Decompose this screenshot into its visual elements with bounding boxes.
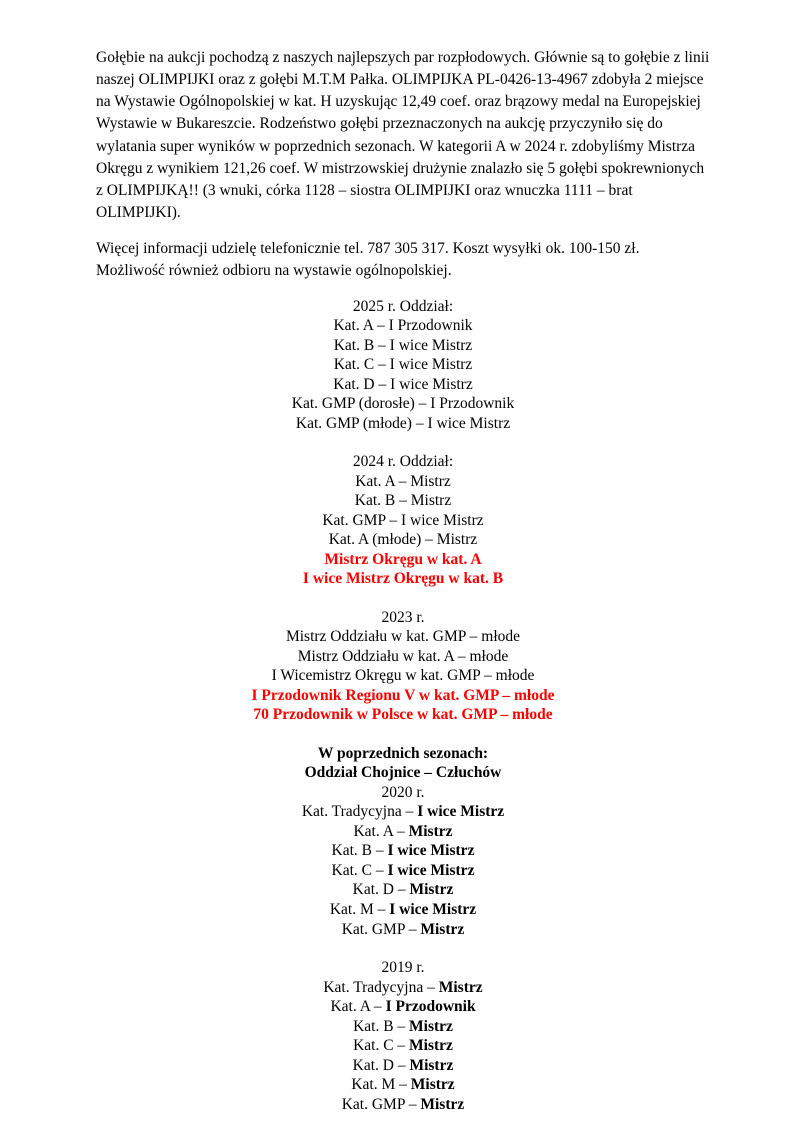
text-segment: Kat. A – I Przodownik xyxy=(333,317,473,335)
text-segment: Kat. GMP – xyxy=(341,1095,421,1113)
text-segment: Kat. Tradycyjna – xyxy=(301,803,418,821)
result-line xyxy=(96,491,710,511)
text-segment: W poprzednich sezonach: xyxy=(317,744,489,762)
text-segment: Kat. D – xyxy=(352,1056,410,1074)
result-line xyxy=(96,1095,710,1115)
result-line xyxy=(96,763,710,783)
results-block xyxy=(96,452,710,589)
result-line xyxy=(96,394,710,414)
text-segment: I wice Mistrz Okręgu w kat. B xyxy=(302,570,504,588)
result-line xyxy=(96,1036,710,1056)
result-line xyxy=(96,472,710,492)
result-line xyxy=(96,550,710,570)
text-segment: Kat. M – xyxy=(329,901,390,918)
text-segment: I Przodownik xyxy=(385,998,476,1016)
text-segment: Kat. GMP (młode) – I wice Mistrz xyxy=(295,414,511,432)
text-segment: Mistrz xyxy=(409,1056,454,1074)
results-blocks xyxy=(96,297,710,1115)
result-line xyxy=(96,686,710,706)
results-block xyxy=(96,297,710,434)
text-segment: Kat. GMP – I wice Mistrz xyxy=(322,511,484,529)
text-segment: Kat. B – xyxy=(353,1017,410,1035)
result-line xyxy=(96,1056,710,1076)
text-segment: 2020 r. xyxy=(381,783,425,801)
text-segment: Mistrz xyxy=(409,1017,453,1035)
result-line xyxy=(96,647,710,667)
results-block xyxy=(96,958,710,1114)
text-segment: I wice Mistrz xyxy=(417,803,505,821)
text-segment: Mistrz xyxy=(409,881,454,899)
text-segment: 2023 r. xyxy=(381,608,425,626)
result-line xyxy=(96,880,710,900)
text-segment: I Wicemistrz Okręgu w kat. GMP – młode xyxy=(271,667,535,685)
result-line xyxy=(96,627,710,647)
result-line xyxy=(96,783,710,803)
result-line xyxy=(96,452,710,472)
result-line xyxy=(96,861,710,881)
paragraph-contact-info: Więcej informacji udzielę telefonicznie tel. 787 305 317. Koszt wysyłki ok. 100-150 zł. Możliwość również odbioru na wystawie ogólnopolskiej. xyxy=(96,240,640,280)
text-segment: Kat. A – Mistrz xyxy=(355,472,451,490)
result-line xyxy=(96,414,710,434)
text-segment: Kat. D – I wice Mistrz xyxy=(333,375,473,393)
text-segment: Mistrz xyxy=(438,978,483,996)
text-segment: I Przodownik Regionu V w kat. GMP – młode xyxy=(251,686,555,704)
paragraph-auction-info: Gołębie na aukcji pochodzą z naszych najlepszych par rozpłodowych. Głównie są to gołębie z linii naszej OLIMPIJKI oraz z gołębi M.T.M Pałka. OLIMPIJKA PL-0426-13-4967 zdobyła 2 miejsce na Wystawie Ogólnopolskiej w kat. H uzyskując 12,49 coef. oraz brązowy medal na Europejskiej Wystawie w Bukareszcie. Rodzeństwo gołębi przeznaczonych na aukcję przyczyniło się do wylatania super wyników w poprzednich sezonach. W kategorii A w 2024 r. zdobyliśmy Mistrza Okręgu z wynikiem 121,26 coef. W mistrzowskiej drużynie znalazło się 5 gołębi spokrewnionych z OLIMPIJKĄ!! (3 wnuki, córka 1128 – siostra OLIMPIJKI oraz wnuczka 1111 – brat OLIMPIJKI). xyxy=(96,49,710,222)
text-segment: Kat. B – xyxy=(331,842,388,860)
text-segment: Oddział Chojnice – Człuchów xyxy=(304,764,502,782)
results-block xyxy=(96,608,710,725)
results-block xyxy=(96,744,710,939)
result-line xyxy=(96,569,710,589)
text-segment: Mistrz Oddziału w kat. GMP – młode xyxy=(285,628,521,646)
result-line xyxy=(96,705,710,725)
text-segment: 2024 r. Oddział: xyxy=(352,453,454,471)
text-segment: Kat. Tradycyjna – xyxy=(323,978,439,996)
text-segment: 2025 r. Oddział: xyxy=(352,297,454,315)
text-segment: Mistrz xyxy=(420,1095,465,1113)
text-segment: Mistrz Oddziału w kat. A – młode xyxy=(297,647,509,665)
text-segment: Kat. M – xyxy=(351,1076,411,1094)
result-line xyxy=(96,900,710,920)
text-segment: Kat. B – I wice Mistrz xyxy=(333,336,473,354)
text-segment: Kat. C – I wice Mistrz xyxy=(333,356,473,374)
text-segment: I wice Mistrz xyxy=(387,861,475,879)
result-line xyxy=(96,355,710,375)
result-line xyxy=(96,978,710,998)
result-line xyxy=(96,1017,710,1037)
text-segment: I wice Mistrz xyxy=(387,842,475,860)
result-line xyxy=(96,997,710,1017)
text-segment: Kat. A – xyxy=(353,822,409,840)
result-line xyxy=(96,744,710,764)
intro-paragraphs xyxy=(96,47,710,283)
text-segment: Kat. GMP (dorosłe) – I Przodownik xyxy=(291,395,515,413)
result-line xyxy=(96,822,710,842)
result-line xyxy=(96,316,710,336)
text-segment: Mistrz xyxy=(409,1037,453,1055)
result-line xyxy=(96,511,710,531)
result-line xyxy=(96,375,710,395)
result-line xyxy=(96,530,710,550)
text-segment: I wice Mistrz xyxy=(389,901,477,918)
result-line xyxy=(96,608,710,628)
result-line xyxy=(96,802,710,822)
result-line xyxy=(96,666,710,686)
text-segment: Mistrz Okręgu w kat. A xyxy=(324,550,482,568)
result-line xyxy=(96,297,710,317)
result-line xyxy=(96,336,710,356)
result-line xyxy=(96,841,710,861)
text-segment: 70 Przodownik w Polsce w kat. GMP – młode xyxy=(253,706,553,724)
text-segment: Mistrz xyxy=(408,822,453,840)
text-segment: Kat. A – xyxy=(330,998,386,1016)
text-segment: Kat. D – xyxy=(352,881,410,899)
text-segment: Kat. GMP – xyxy=(341,920,421,938)
result-line xyxy=(96,920,710,940)
text-segment: Kat. C – xyxy=(353,1037,410,1055)
text-segment: Mistrz xyxy=(420,920,465,938)
text-segment: Mistrz xyxy=(410,1076,455,1094)
text-segment: Kat. A (młode) – Mistrz xyxy=(328,531,478,549)
text-segment: Kat. B – Mistrz xyxy=(354,492,452,510)
text-segment: 2019 r. xyxy=(381,959,425,977)
result-line xyxy=(96,958,710,978)
result-line xyxy=(96,1075,710,1095)
text-segment: Kat. C – xyxy=(331,861,388,879)
